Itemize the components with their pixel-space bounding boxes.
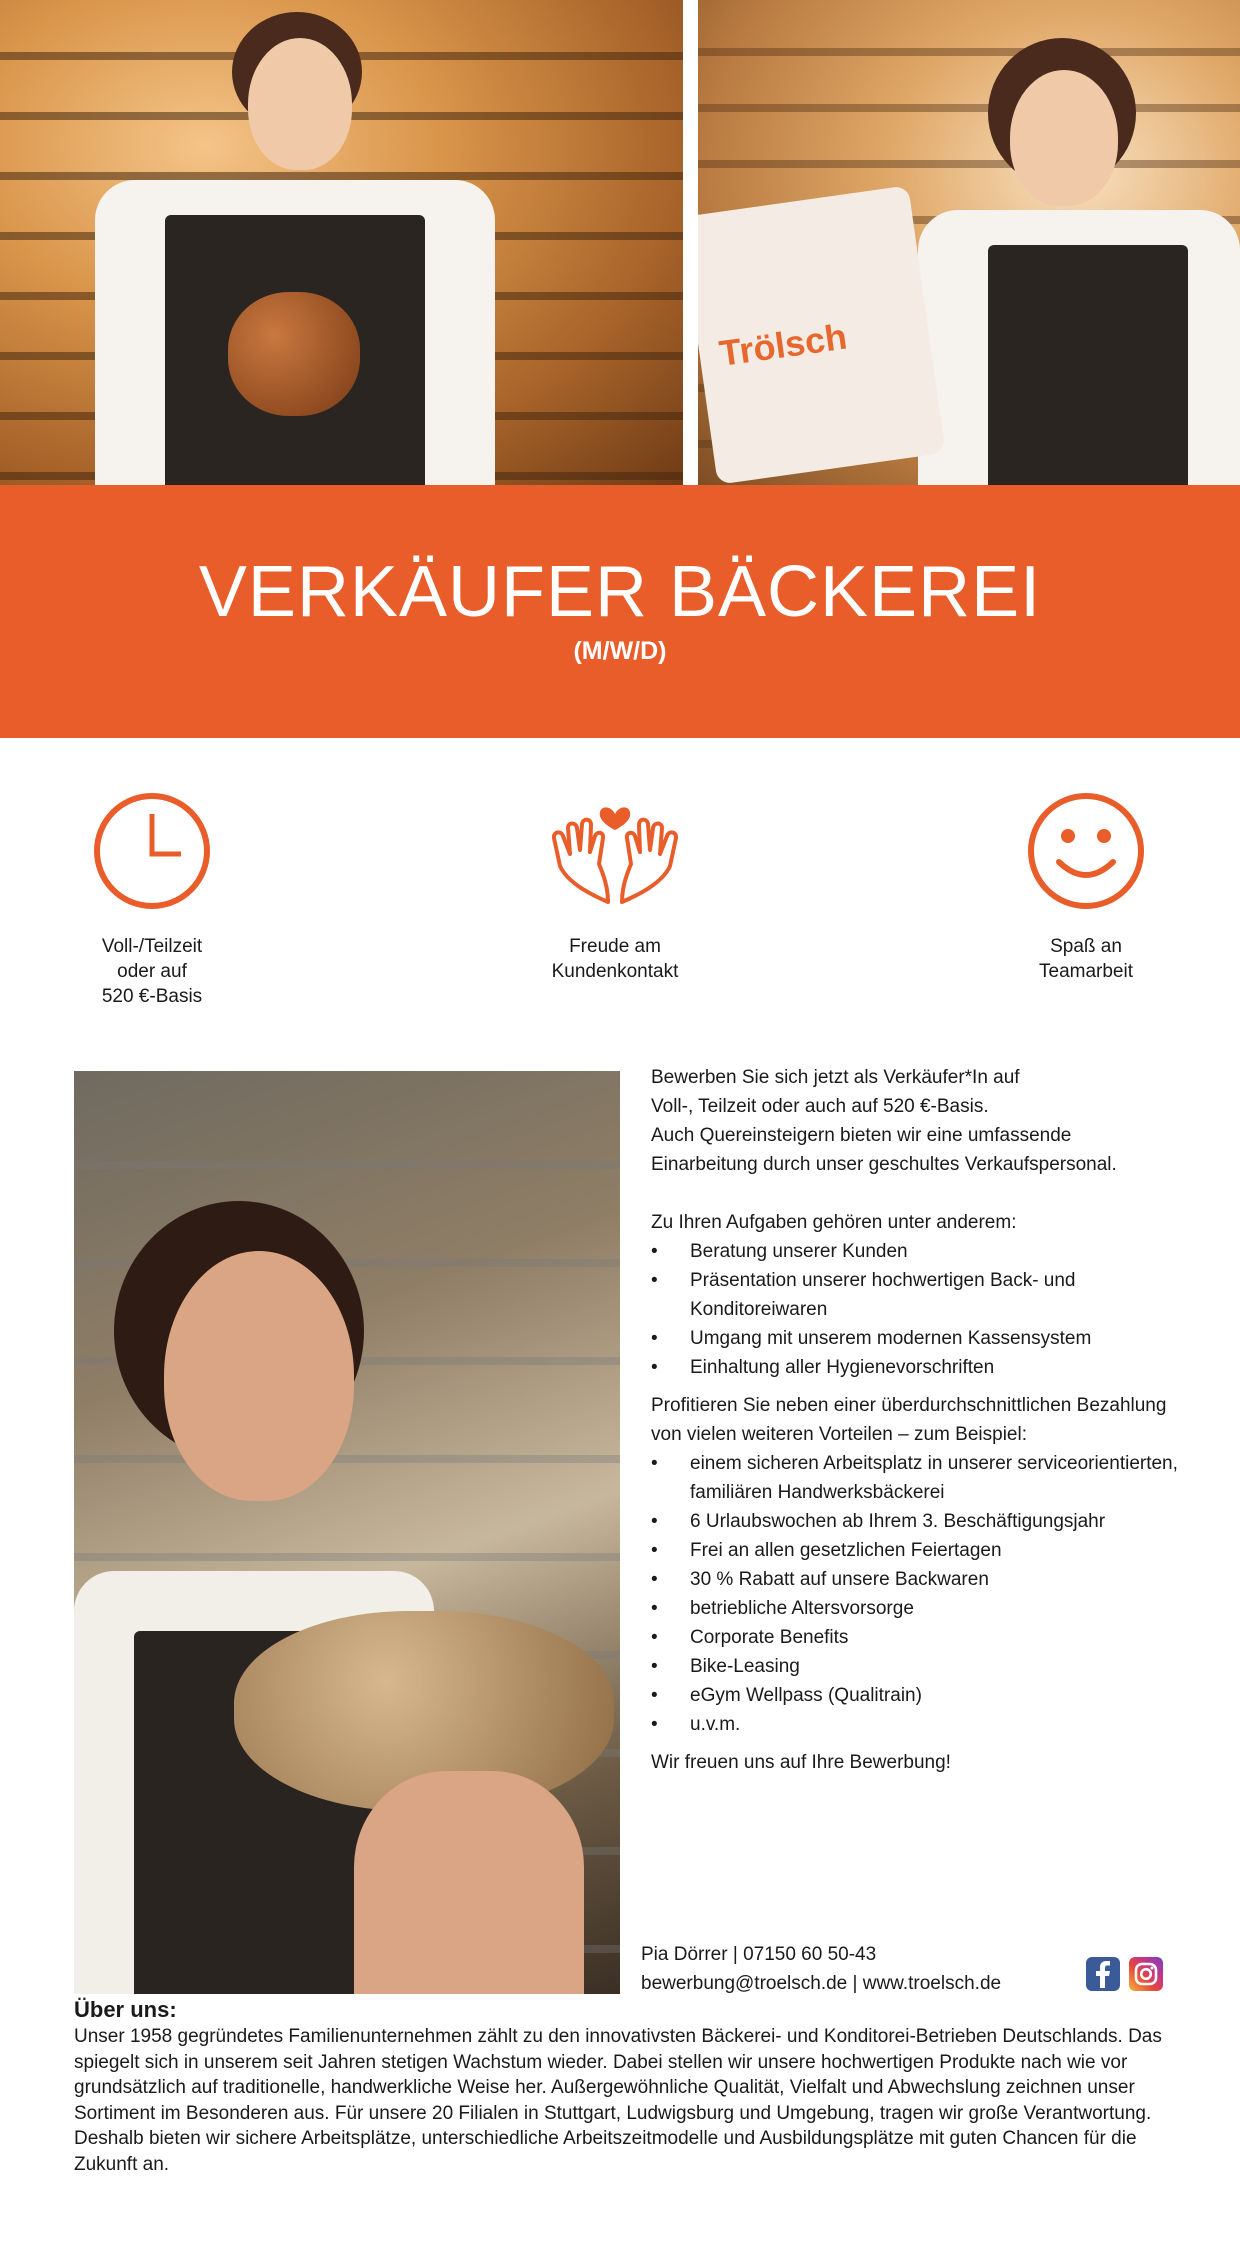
title-banner bbox=[0, 485, 1240, 738]
intro-line: Einarbeitung durch unser geschultes Verkaufspersonal. bbox=[651, 1154, 1117, 1175]
hand-shape bbox=[354, 1771, 584, 1994]
face-shape bbox=[164, 1251, 354, 1501]
intro-line: Auch Quereinsteigern bieten wir eine umfassende bbox=[651, 1125, 1072, 1146]
benefit-teamwork bbox=[956, 792, 1216, 984]
intro-line: Bewerben Sie sich jetzt als Verkäufer*In auf bbox=[651, 1067, 1020, 1088]
list-item: • Beratung unserer Kunden bbox=[651, 1237, 1191, 1266]
face-shape bbox=[1010, 70, 1118, 206]
tasks-heading: Zu Ihren Aufgaben gehören unter anderem: bbox=[651, 1212, 1017, 1233]
contact-email-web[interactable]: bewerbung@troelsch.de | www.troelsch.de bbox=[641, 1973, 1002, 1994]
contact-info bbox=[641, 1940, 1001, 1998]
benefit-label: Voll-/Teilzeit oder auf 520 €-Basis bbox=[101, 936, 203, 1007]
smiley-icon bbox=[1027, 792, 1145, 910]
photo-divider bbox=[683, 0, 698, 485]
list-item: • Einhaltung aller Hygienevorschriften bbox=[651, 1353, 1191, 1382]
photo-saleswoman-bread bbox=[0, 0, 683, 485]
apron-shape bbox=[988, 245, 1188, 485]
job-description bbox=[651, 1063, 1191, 1777]
benefits-list bbox=[651, 1449, 1191, 1739]
face-shape bbox=[248, 38, 352, 170]
hands-heart-icon bbox=[550, 792, 680, 910]
about-heading: Über uns: bbox=[74, 1997, 177, 2022]
contact-name-phone: Pia Dörrer | 07150 60 50-43 bbox=[641, 1944, 877, 1965]
photo-baker-with-bread bbox=[74, 1071, 620, 1994]
list-item: • Frei an allen gesetzlichen Feiertagen bbox=[651, 1536, 1191, 1565]
list-item: • Corporate Benefits bbox=[651, 1623, 1191, 1652]
list-item: • Präsentation unserer hochwertigen Back- und Konditoreiwaren bbox=[651, 1266, 1191, 1324]
page-title: VERKÄUFER BÄCKEREI bbox=[198, 552, 1042, 632]
benefit-label: Freude am Kundenkontakt bbox=[551, 936, 679, 982]
list-item: • Bike-Leasing bbox=[651, 1652, 1191, 1681]
tasks-list bbox=[651, 1237, 1191, 1382]
bread-loaf bbox=[228, 292, 360, 416]
benefits-heading: Profitieren Sie neben einer überdurchschnittlichen Bezahlung von vielen weiteren Vorteilen – zum Beispiel: bbox=[651, 1395, 1167, 1445]
about-text: Unser 1958 gegründetes Familienunternehmen zählt zu den innovativsten Bäckerei- und Konditorei-Betrieben Deutschlands. Das spiegelt sich in unserem seit Jahren stetigen Wachstum wieder. Dabei stellen wir unsere hochwertigen Produkte nach wie vor grundsätzlich auf traditionelle, handwerkliche Weise her. Außergewöhnliche Qualität, Vielfalt und Abwechslung zeichnen unser Sortiment im Besonderen aus. Für unsere 20 Filialen in Stuttgart, Ludwigsburg und Umgebung, tragen wir große Verantwortung. Deshalb bieten wir sichere Arbeitsplätze, unterschiedliche Arbeitszeitmodelle und Ausbildungsplätze mit guten Chancen für die Zukunft an. bbox=[74, 2026, 1162, 2175]
list-item: • 30 % Rabatt auf unsere Backwaren bbox=[651, 1565, 1191, 1594]
photo-saleswoman-bag bbox=[698, 0, 1240, 485]
list-item: • eGym Wellpass (Qualitrain) bbox=[651, 1681, 1191, 1710]
list-item: • Umgang mit unserem modernen Kassensystem bbox=[651, 1324, 1191, 1353]
instagram-icon[interactable] bbox=[1129, 1957, 1163, 1991]
closing-line: Wir freuen uns auf Ihre Bewerbung! bbox=[651, 1752, 951, 1773]
benefit-worktime bbox=[22, 792, 282, 1009]
clock-icon bbox=[93, 792, 211, 910]
paper-bag bbox=[698, 185, 946, 484]
list-item: • u.v.m. bbox=[651, 1710, 1191, 1739]
page-subtitle: (M/W/D) bbox=[573, 637, 667, 665]
benefit-customer-contact bbox=[485, 792, 745, 984]
bag-logo-text: Trölsch bbox=[716, 315, 850, 374]
list-item: • einem sicheren Arbeitsplatz in unserer serviceorientierten, familiären Handwerksbäckerei bbox=[651, 1449, 1191, 1507]
intro-line: Voll-, Teilzeit oder auch auf 520 €-Basis. bbox=[651, 1096, 989, 1117]
facebook-icon[interactable] bbox=[1086, 1957, 1120, 1991]
benefit-label: Spaß an Teamarbeit bbox=[1039, 936, 1133, 982]
list-item: • betriebliche Altersvorsorge bbox=[651, 1594, 1191, 1623]
list-item: • 6 Urlaubswochen ab Ihrem 3. Beschäftigungsjahr bbox=[651, 1507, 1191, 1536]
